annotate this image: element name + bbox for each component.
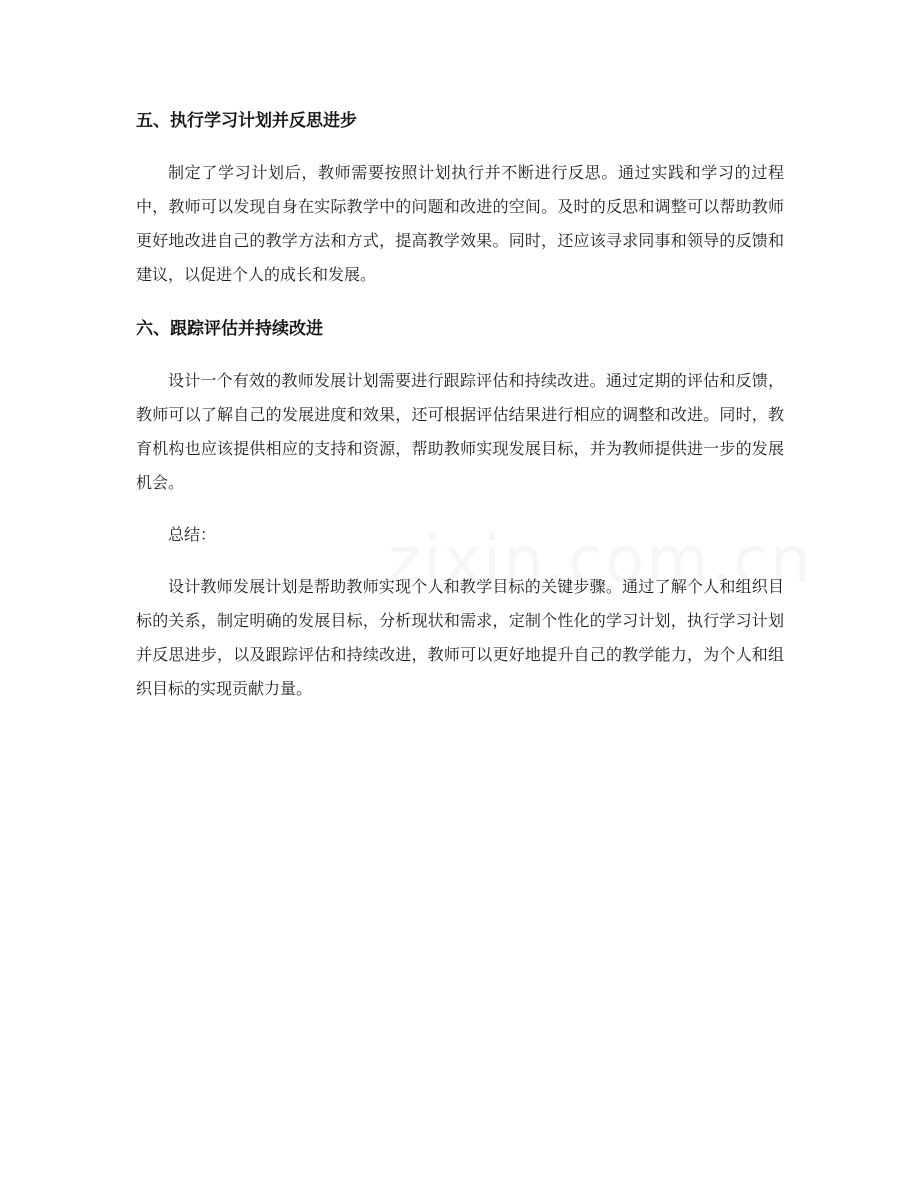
section-heading-6: 六、跟踪评估并持续改进 [136,319,323,339]
document-body [136,104,784,706]
summary-label: 总结： [168,525,217,544]
summary-paragraph: 设计教师发展计划是帮助教师实现个人和教学目标的关键步骤。通过了解个人和组织目标的关系，制定明确的发展目标，分析现状和需求，定制个性化的学习计划，执行学习计划并反思进步，以及跟踪评估和持续改进，教师可以更好地提升自己的教学能力，为个人和组织目标的实现贡献力量。 [136,577,784,698]
section-paragraph-6: 设计一个有效的教师发展计划需要进行跟踪评估和持续改进。通过定期的评估和反馈，教师可以了解自己的发展进度和效果，还可根据评估结果进行相应的调整和改进。同时，教育机构也应该提供相应的支持和资源，帮助教师实现发展目标，并为教师提供进一步的发展机会。 [136,371,784,492]
section-heading-5: 五、执行学习计划并反思进步 [136,111,357,131]
section-paragraph-5: 制定了学习计划后，教师需要按照计划执行并不断进行反思。通过实践和学习的过程中，教师可以发现自身在实际教学中的问题和改进的空间。及时的反思和调整可以帮助教师更好地改进自己的教学方法和方式，提高教学效果。同时，还应该寻求同事和领导的反馈和建议，以促进个人的成长和发展。 [136,163,784,284]
